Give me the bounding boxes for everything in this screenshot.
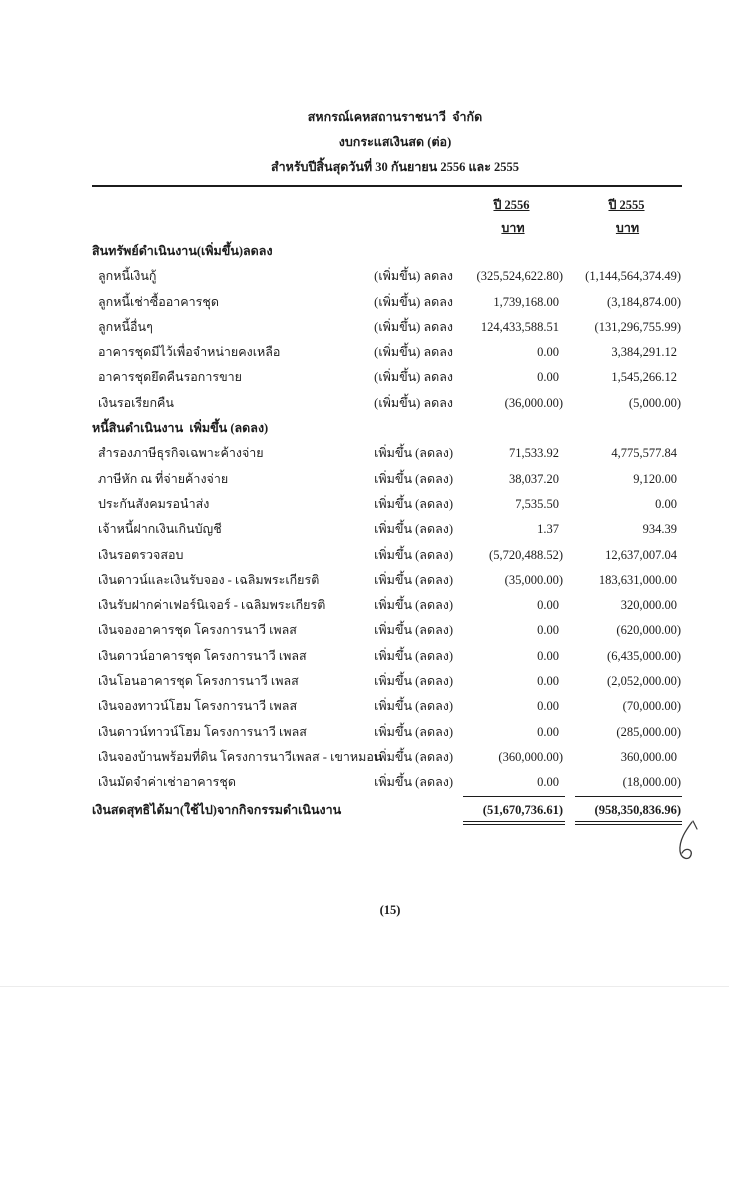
- table-row: [0, 365, 729, 390]
- row-label: สำรองภาษีธุรกิจเฉพาะค้างจ่าย: [98, 446, 264, 461]
- signature-mark: [668, 818, 702, 866]
- statement-title: งบกระแสเงินสด (ต่อ): [338, 135, 452, 149]
- header-rule: [92, 185, 682, 187]
- amount-2555: 0.00: [655, 496, 677, 511]
- total-amount-2556: (51,670,736.61): [482, 803, 563, 817]
- amount-2555: (131,296,755.99): [594, 319, 681, 334]
- row-label: อาคารชุดมีไว้เพื่อจำหน่ายคงเหลือ: [98, 345, 281, 360]
- table-row: [0, 770, 729, 795]
- table-row: [0, 745, 729, 770]
- amount-2556: 0.00: [537, 699, 559, 714]
- row-label: เงินดาวน์ทาวน์โฮม โครงการนาวี เพลส: [98, 724, 307, 739]
- section-heading-label: สินทรัพย์ดำเนินงาน(เพิ่มขึ้น)ลดลง: [92, 244, 273, 258]
- amount-2555: (620,000.00): [616, 623, 681, 638]
- amount-2555: (70,000.00): [622, 699, 681, 714]
- amount-2555: 320,000.00: [620, 598, 677, 613]
- row-label: ภาษีหัก ณ ที่จ่ายค้างจ่าย: [98, 471, 229, 486]
- row-label: ลูกหนี้เงินกู้: [98, 269, 157, 284]
- amount-2555: 9,120.00: [633, 471, 677, 486]
- section-heading-operating-liabilities: [0, 416, 729, 441]
- row-direction: (เพิ่มขึ้น) ลดลง: [374, 345, 453, 360]
- total-label: เงินสดสุทธิได้มา(ใช้ไป)จากกิจกรรมดำเนินงาน: [92, 803, 342, 817]
- table-row: [0, 543, 729, 568]
- amount-2556: 71,533.92: [509, 446, 559, 461]
- table-row: [0, 694, 729, 719]
- amount-2556: 0.00: [537, 724, 559, 739]
- row-direction: เพิ่มขึ้น (ลดลง): [374, 724, 453, 739]
- amount-2556: 0.00: [537, 598, 559, 613]
- cashflow-table: [0, 239, 729, 796]
- table-row: [0, 391, 729, 416]
- row-direction: เพิ่มขึ้น (ลดลง): [374, 674, 453, 689]
- table-row: [0, 517, 729, 542]
- table-row: [0, 340, 729, 365]
- section-heading-operating-assets: [0, 239, 729, 264]
- amount-2556: 7,535.50: [515, 496, 559, 511]
- organization-name: สหกรณ์เคหสถานราชนาวี จำกัด: [307, 110, 483, 124]
- table-row: [0, 593, 729, 618]
- page-edge: [0, 986, 729, 987]
- column-header-2556: ปี 2556: [493, 198, 530, 212]
- unit-header-2556: บาท: [501, 221, 525, 235]
- amount-2555: 4,775,577.84: [611, 446, 677, 461]
- row-label: เงินดาวน์อาคารชุด โครงการนาวี เพลส: [98, 648, 307, 663]
- amount-2555: (18,000.00): [622, 775, 681, 790]
- row-label: ประกันสังคมรอนำส่ง: [98, 496, 210, 511]
- row-direction: (เพิ่มขึ้น) ลดลง: [374, 319, 453, 334]
- row-direction: เพิ่มขึ้น (ลดลง): [374, 775, 453, 790]
- row-direction: เพิ่มขึ้น (ลดลง): [374, 699, 453, 714]
- row-label: เงินรอตรวจสอบ: [98, 547, 184, 562]
- unit-header-2555: บาท: [615, 221, 640, 235]
- row-direction: เพิ่มขึ้น (ลดลง): [374, 598, 453, 613]
- row-direction: เพิ่มขึ้น (ลดลง): [374, 471, 453, 486]
- amount-2556: (360,000.00): [498, 749, 563, 764]
- amount-2555: (3,184,874.00): [607, 294, 681, 309]
- amount-2556: 1,739,168.00: [493, 294, 559, 309]
- row-label: เจ้าหนี้ฝากเงินเกินบัญชี: [98, 522, 222, 537]
- row-direction: (เพิ่มขึ้น) ลดลง: [374, 294, 453, 309]
- document-title-block: [110, 105, 680, 180]
- column-header-2555: ปี 2555: [608, 198, 645, 212]
- row-direction: (เพิ่มขึ้น) ลดลง: [374, 395, 453, 410]
- amount-2556: 0.00: [537, 370, 559, 385]
- amount-2555: (2,052,000.00): [607, 674, 681, 689]
- row-label: อาคารชุดยึดคืนรอการขาย: [98, 370, 242, 385]
- row-direction: เพิ่มขึ้น (ลดลง): [374, 623, 453, 638]
- amount-2555: 1,545,266.12: [611, 370, 677, 385]
- amount-2556: 1.37: [537, 522, 559, 537]
- amount-2556: 0.00: [537, 648, 559, 663]
- amount-2556: 0.00: [537, 345, 559, 360]
- row-label: เงินโอนอาคารชุด โครงการนาวี เพลส: [98, 674, 299, 689]
- table-row: [0, 290, 729, 315]
- section-heading-label: หนี้สินดำเนินงาน เพิ่มขึ้น (ลดลง): [92, 421, 269, 436]
- table-row: [0, 644, 729, 669]
- amount-2555: (285,000.00): [616, 724, 681, 739]
- row-direction: เพิ่มขึ้น (ลดลง): [374, 446, 453, 461]
- table-row: [0, 568, 729, 593]
- amount-2556: (325,524,622.80): [476, 269, 563, 284]
- amount-2556: 0.00: [537, 674, 559, 689]
- table-row: [0, 669, 729, 694]
- row-direction: เพิ่มขึ้น (ลดลง): [374, 648, 453, 663]
- amount-2556: 0.00: [537, 623, 559, 638]
- row-label: เงินรับฝากค่าเฟอร์นิเจอร์ - เฉลิมพระเกียรติ: [98, 598, 326, 613]
- row-direction: เพิ่มขึ้น (ลดลง): [374, 749, 453, 764]
- amount-2555: 934.39: [642, 522, 677, 537]
- table-row: [0, 441, 729, 466]
- row-label: เงินมัดจำค่าเช่าอาคารชุด: [98, 775, 237, 790]
- amount-2555: (6,435,000.00): [607, 648, 681, 663]
- table-row: [0, 618, 729, 643]
- table-row: [0, 315, 729, 340]
- amount-2556: (5,720,488.52): [489, 547, 563, 562]
- table-row: [0, 720, 729, 745]
- page-number: (15): [379, 903, 401, 917]
- table-row: [0, 264, 729, 289]
- table-row: [0, 467, 729, 492]
- amount-2555: (1,144,564,374.49): [585, 269, 681, 284]
- row-label: เงินจองทาวน์โฮม โครงการนาวี เพลส: [98, 699, 298, 714]
- amount-2555: 12,637,007.04: [605, 547, 677, 562]
- amount-2555: (5,000.00): [628, 395, 681, 410]
- amount-2556: (36,000.00): [504, 395, 563, 410]
- period-subtitle: สำหรับปีสิ้นสุดวันที่ 30 กันยายน 2556 และ 2555: [270, 160, 520, 174]
- row-direction: (เพิ่มขึ้น) ลดลง: [374, 269, 453, 284]
- amount-2555: 183,631,000.00: [598, 572, 677, 587]
- net-cash-total-row: [0, 797, 729, 823]
- amount-2556: 124,433,588.51: [480, 319, 559, 334]
- amount-2555: 3,384,291.12: [611, 345, 677, 360]
- amount-2556: (35,000.00): [504, 572, 563, 587]
- row-direction: เพิ่มขึ้น (ลดลง): [374, 522, 453, 537]
- double-underline-2556: [463, 821, 565, 825]
- row-label: เงินรอเรียกคืน: [98, 395, 174, 410]
- double-underline-2555: [575, 821, 682, 825]
- row-direction: เพิ่มขึ้น (ลดลง): [374, 572, 453, 587]
- total-amount-2555: (958,350,836.96): [594, 803, 681, 817]
- row-label: เงินจองบ้านพร้อมที่ดิน โครงการนาวีเพลส - เขาหมอน: [98, 749, 383, 764]
- row-direction: เพิ่มขึ้น (ลดลง): [374, 547, 453, 562]
- table-row: [0, 492, 729, 517]
- row-label: เงินจองอาคารชุด โครงการนาวี เพลส: [98, 623, 297, 638]
- amount-2556: 38,037.20: [509, 471, 559, 486]
- row-direction: (เพิ่มขึ้น) ลดลง: [374, 370, 453, 385]
- row-label: ลูกหนี้อื่นๆ: [98, 319, 153, 334]
- row-label: ลูกหนี้เช่าซื้ออาคารชุด: [98, 294, 220, 309]
- amount-2555: 360,000.00: [620, 749, 677, 764]
- amount-2556: 0.00: [537, 775, 559, 790]
- row-label: เงินดาวน์และเงินรับจอง - เฉลิมพระเกียรติ: [98, 572, 320, 587]
- row-direction: เพิ่มขึ้น (ลดลง): [374, 496, 453, 511]
